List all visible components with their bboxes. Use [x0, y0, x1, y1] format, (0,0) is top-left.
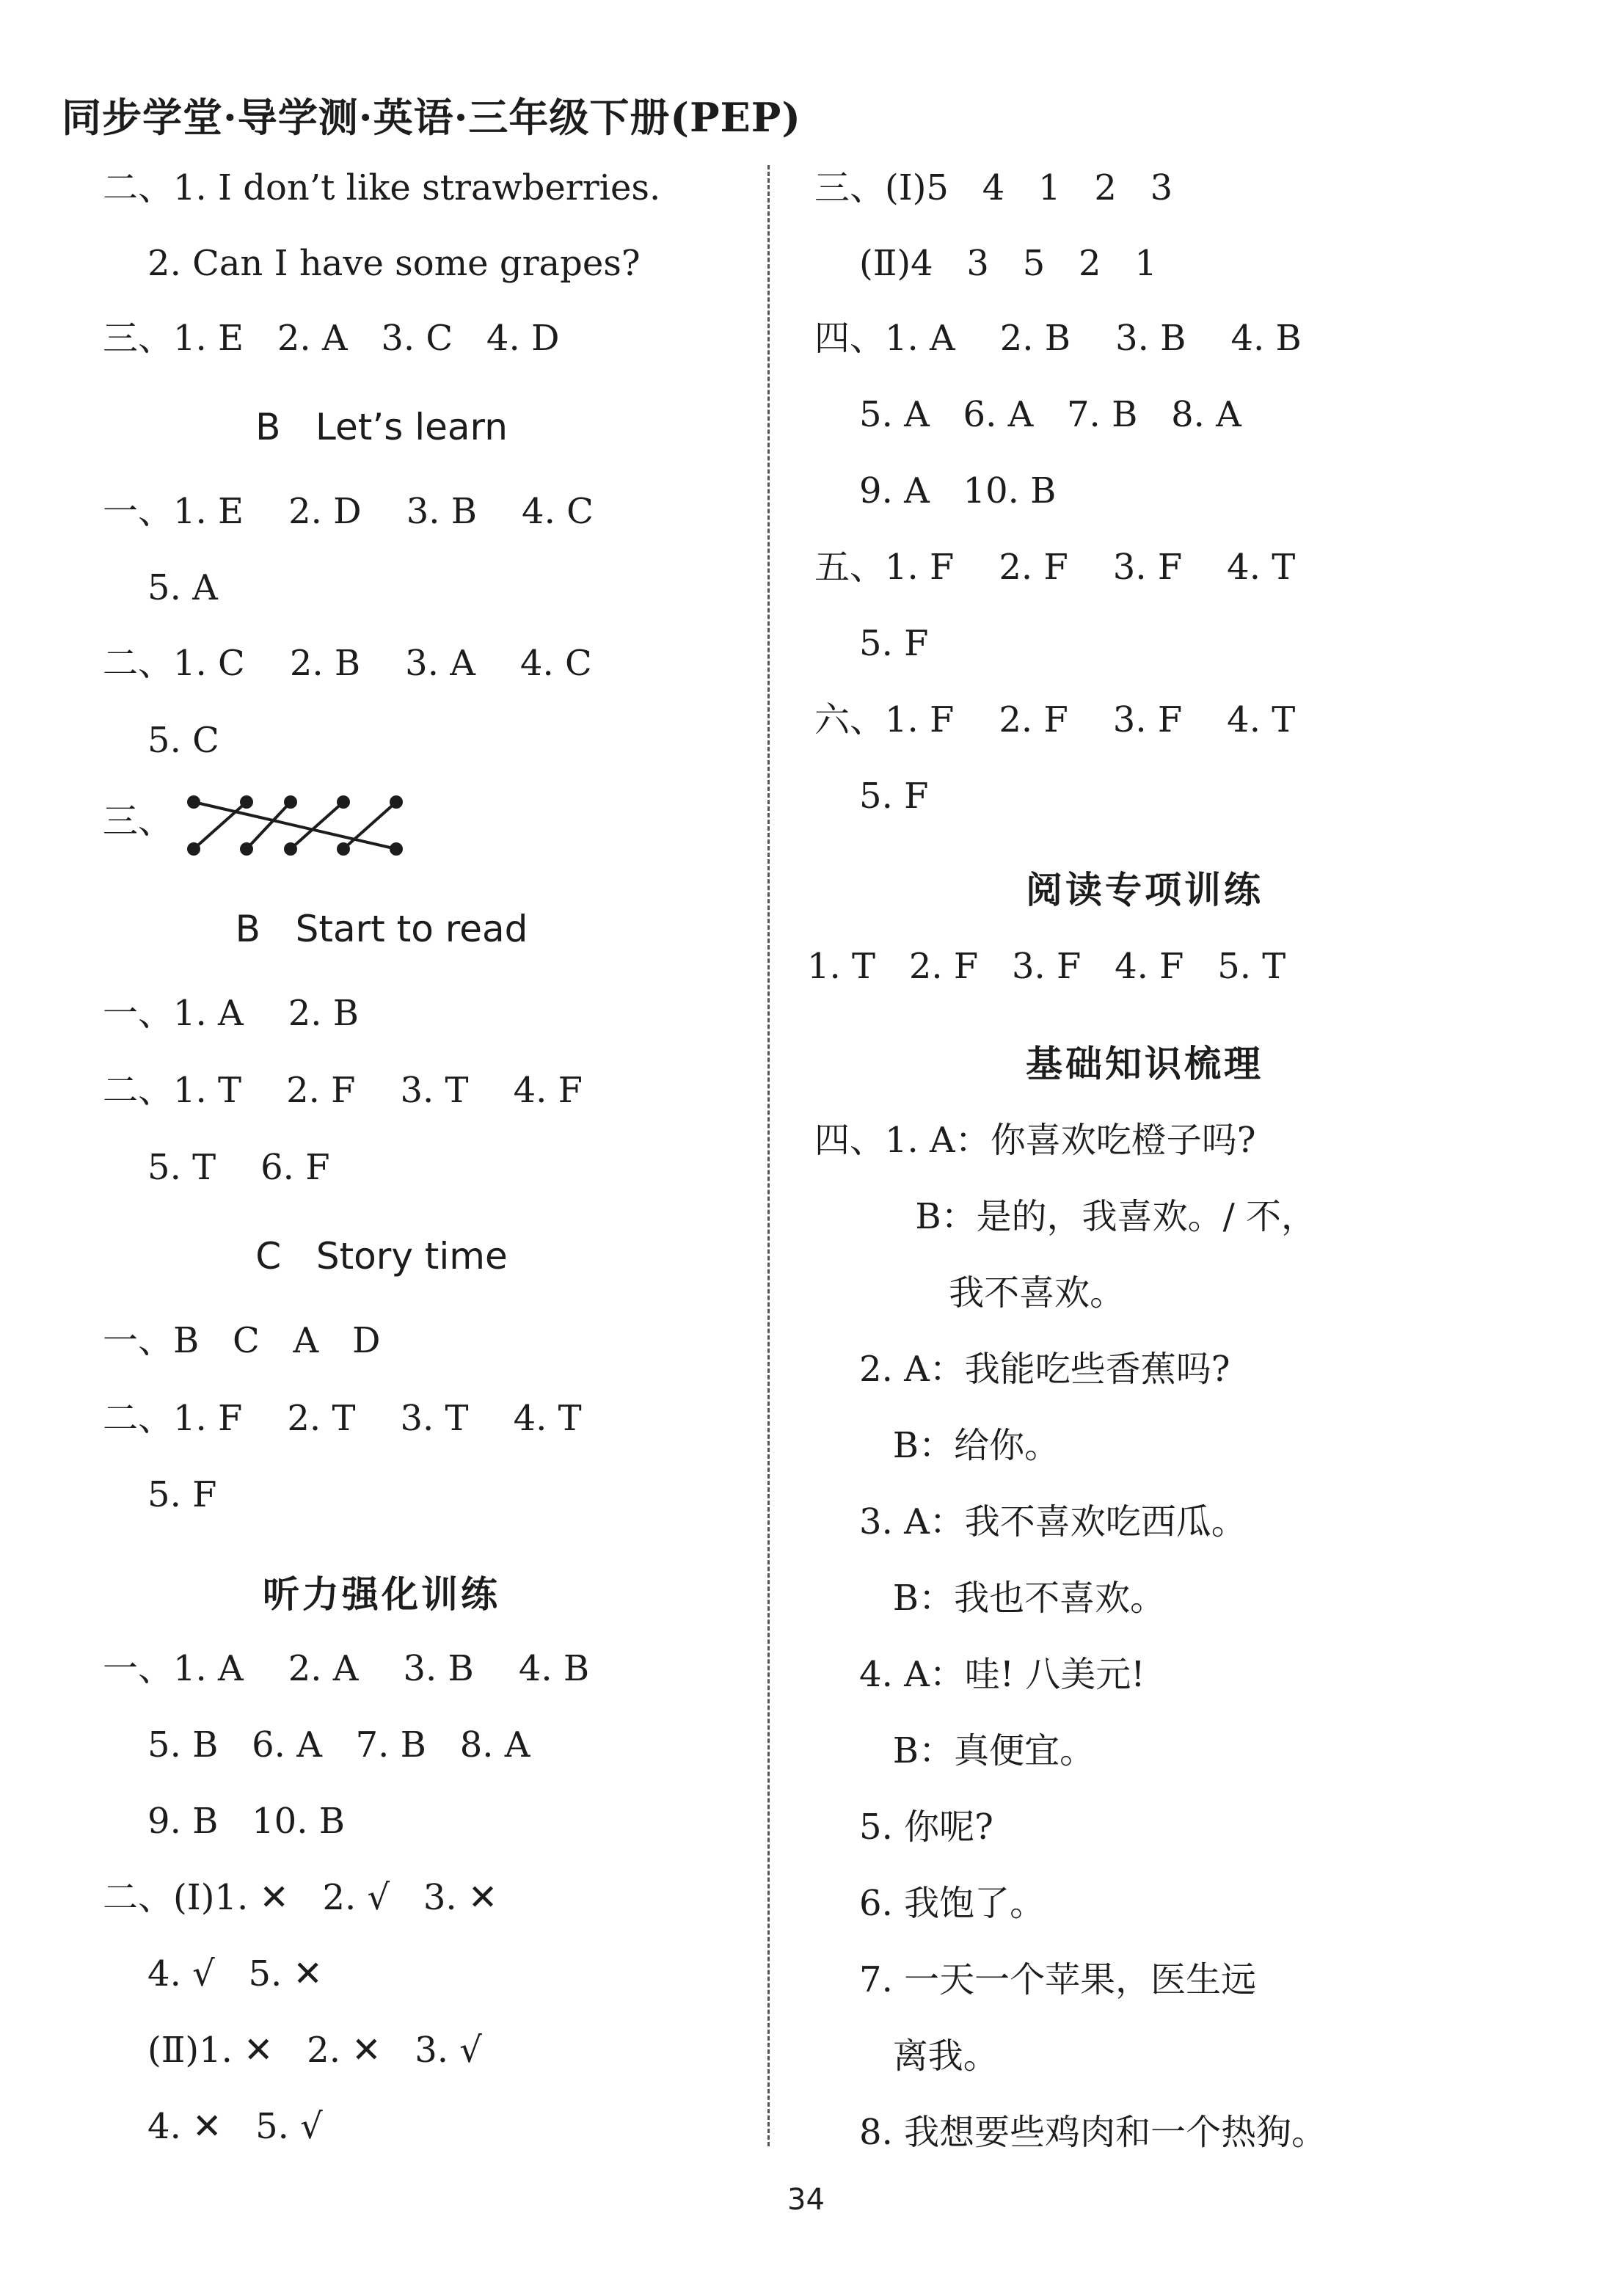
answer-line: 一、1. A 2. A 3. B 4. B [103, 1648, 590, 1689]
match-dot [240, 842, 253, 856]
answer-line: 4. ✕ 5. √ [103, 2106, 323, 2147]
column-divider [767, 165, 770, 2146]
answer-line: 5. F [103, 1474, 217, 1515]
section-title-basics: 基础知识梳理 [1026, 1043, 1263, 1085]
answer-line: 二、1. I don’t like strawberries. [103, 167, 661, 208]
answer-line: B：是的，我喜欢。/ 不， [814, 1196, 1317, 1237]
answer-line: 一、1. A 2. B [103, 993, 360, 1034]
section-title-listening: 听力强化训练 [263, 1573, 500, 1616]
answer-line: 5. F [814, 623, 929, 664]
section-title-lets-learn: B Let’s learn [255, 406, 508, 448]
answer-line: 2. A：我能吃些香蕉吗? [814, 1349, 1230, 1390]
answer-line: 5. C [103, 720, 219, 761]
match-dot [284, 842, 297, 856]
answer-line: B：给你。 [814, 1425, 1060, 1466]
answer-line: 4. A：哇! 八美元! [814, 1654, 1145, 1695]
page-number: 34 [787, 2183, 825, 2217]
answer-line: 5. F [814, 776, 929, 817]
section-title-story-time: C Story time [255, 1235, 508, 1278]
answer-line: 三、(Ⅰ)5 4 1 2 3 [814, 167, 1173, 208]
answer-line: 四、1. A 2. B 3. B 4. B [814, 318, 1302, 359]
answer-line: 1. T 2. F 3. F 4. F 5. T [807, 946, 1286, 987]
answer-line: 6. 我饱了。 [814, 1883, 1046, 1924]
match-dot [390, 842, 403, 856]
answer-line: 六、1. F 2. F 3. F 4. T [814, 699, 1296, 740]
answer-line: 离我。 [814, 2036, 999, 2077]
match-dot [284, 795, 297, 809]
answer-line: 9. A 10. B [814, 470, 1057, 511]
answer-line: 二、1. T 2. F 3. T 4. F [103, 1070, 583, 1111]
answer-line: 5. A 6. A 7. B 8. A [814, 394, 1241, 435]
answer-line: 四、1. A：你喜欢吃橙子吗? [814, 1120, 1256, 1161]
answer-line: 我不喜欢。 [814, 1272, 1126, 1313]
section-title-reading: 阅读专项训练 [1026, 869, 1263, 911]
answer-line: 5. B 6. A 7. B 8. A [103, 1724, 530, 1765]
answer-line: (Ⅱ)1. ✕ 2. ✕ 3. √ [103, 2030, 482, 2071]
answer-line: 9. B 10. B [103, 1801, 345, 1842]
answer-line: 5. A [103, 567, 218, 608]
answer-line: 5. T 6. F [103, 1147, 330, 1188]
answer-line: 二、(Ⅰ)1. ✕ 2. √ 3. ✕ [103, 1877, 498, 1918]
match-dot [187, 795, 200, 809]
answer-line: B：我也不喜欢。 [814, 1578, 1166, 1619]
match-dot [187, 842, 200, 856]
answer-line: 3. A：我不喜欢吃西瓜。 [814, 1501, 1247, 1542]
match-line [194, 802, 396, 849]
matching-label: 三、 [103, 801, 174, 842]
section-title-start-to-read: B Start to read [235, 908, 528, 950]
answer-line: 二、1. C 2. B 3. A 4. C [103, 643, 592, 684]
answer-line: (Ⅱ)4 3 5 2 1 [814, 243, 1157, 284]
answer-line: 一、B C A D [103, 1320, 381, 1361]
answer-line: 2. Can I have some grapes? [103, 243, 641, 284]
answer-line: B：真便宜。 [814, 1730, 1095, 1771]
matching-lines-diagram [176, 789, 418, 862]
match-line [247, 802, 291, 849]
match-dot [240, 795, 253, 809]
answer-line: 五、1. F 2. F 3. F 4. T [814, 547, 1296, 588]
answer-line: 二、1. F 2. T 3. T 4. T [103, 1398, 582, 1439]
answer-line: 三、1. E 2. A 3. C 4. D [103, 318, 560, 359]
book-title: 同步学堂·导学测·英语·三年级下册(PEP) [62, 94, 801, 141]
match-dot [337, 842, 350, 856]
answer-line: 7. 一天一个苹果，医生远 [814, 1959, 1257, 2000]
answer-line: 一、1. E 2. D 3. B 4. C [103, 491, 594, 532]
answer-line: 8. 我想要些鸡肉和一个热狗。 [814, 2112, 1327, 2153]
match-dot [337, 795, 350, 809]
answer-line: 4. √ 5. ✕ [103, 1953, 323, 1994]
answer-line: 5. 你呢? [814, 1807, 993, 1848]
match-dot [390, 795, 403, 809]
